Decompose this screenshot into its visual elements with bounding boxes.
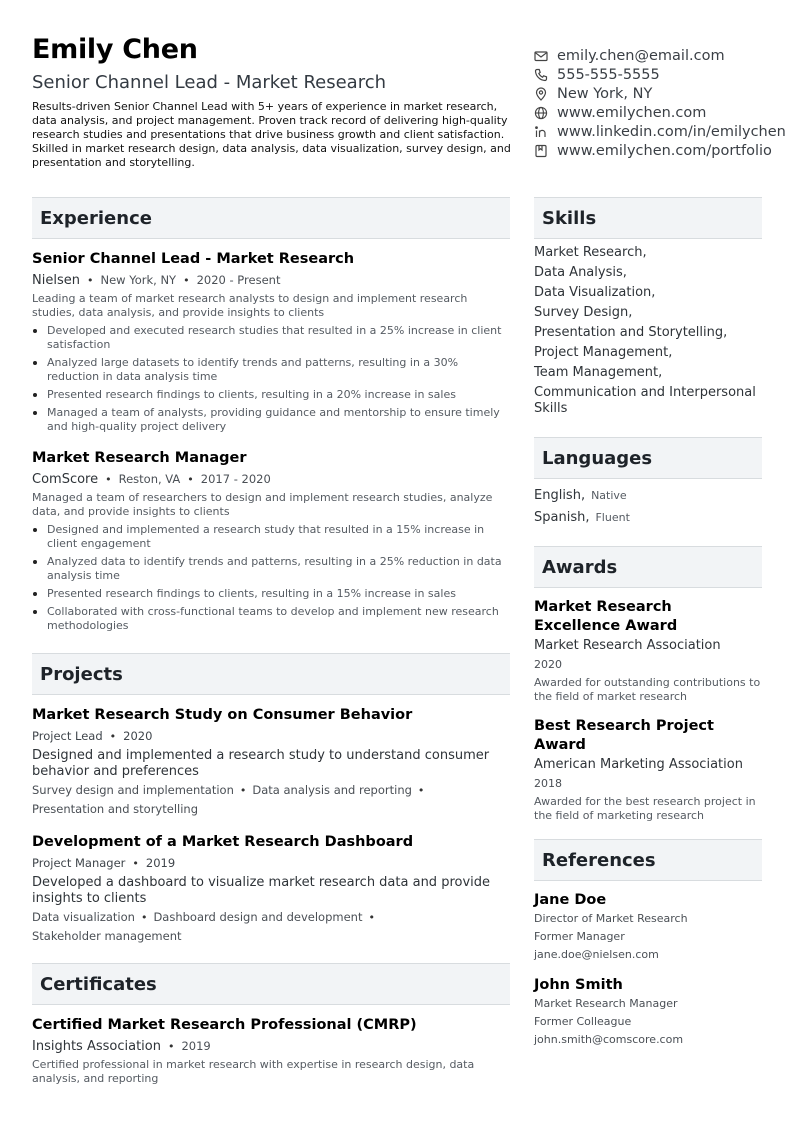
contact-value: New York, NY: [557, 85, 653, 102]
skill-item: Data Visualization,: [534, 285, 656, 300]
reference-entry: [534, 976, 762, 1049]
reference-relation: Former Colleague: [534, 1015, 632, 1028]
award-year: 2020: [534, 658, 562, 671]
contact-value: www.emilychen.com: [557, 104, 707, 121]
project-year: 2020: [123, 729, 153, 743]
project-year: 2019: [145, 856, 176, 870]
certificate-entry: [32, 1015, 510, 1086]
contact-value: www.emilychen.com/portfolio: [557, 142, 772, 159]
award-description: Awarded for the best research project in the field of marketing research: [534, 795, 756, 822]
project-skills: [32, 908, 510, 945]
achievement-item: Analyzed large datasets to identify trends and patterns, resulting in a 30% reduction in data analysis time: [32, 356, 510, 384]
separator-dot: •: [105, 473, 112, 486]
reference-name: Jane Doe: [534, 892, 607, 908]
certificate-title: Certified Market Research Professional (CMRP): [32, 1017, 417, 1033]
language-level: Native: [591, 489, 627, 502]
language-name: Spanish,: [534, 510, 590, 525]
skill-item: Survey Design,: [534, 305, 633, 320]
contact-phone[interactable]: [534, 65, 794, 84]
separator-dot: •: [86, 274, 94, 287]
resume-header: [32, 34, 512, 170]
contact-portfolio[interactable]: [534, 141, 794, 160]
email-icon: [534, 49, 548, 63]
contact-location: [534, 84, 794, 103]
candidate-name: Emily Chen: [32, 34, 198, 65]
separator-dot: •: [140, 911, 148, 924]
skills-list: [534, 239, 762, 417]
job-location: Reston, VA: [118, 472, 181, 486]
main-column: [32, 197, 510, 1086]
separator-dot: •: [368, 911, 375, 924]
contact-linkedin[interactable]: [534, 122, 794, 141]
project-entry: [32, 832, 510, 945]
reference-entry: [534, 891, 762, 964]
project-entry: [32, 705, 510, 818]
contact-email[interactable]: [534, 46, 794, 65]
job-title: Market Research Manager: [32, 450, 247, 466]
achievement-list: [32, 523, 510, 633]
separator-dot: •: [417, 784, 425, 797]
contact-value: www.linkedin.com/in/emilychen: [557, 123, 786, 140]
project-role: Project Manager: [32, 856, 126, 870]
skill-item: Data Analysis,: [534, 265, 627, 280]
achievement-item: Designed and implemented a research study that resulted in a 15% increase in client engagement: [32, 523, 510, 551]
certificate-description: Certified professional in market research with expertise in research design, data analysis, and reporting: [32, 1058, 475, 1085]
reference-name: John Smith: [534, 977, 623, 993]
globe-icon: [534, 106, 548, 120]
candidate-title: Senior Channel Lead - Market Research: [32, 72, 387, 93]
experience-entry: [32, 448, 510, 633]
phone-icon: [534, 68, 548, 82]
project-role: Project Lead: [32, 729, 103, 743]
separator-dot: •: [183, 274, 190, 287]
job-description: Leading a team of market research analysts to design and implement research studies, data analysis, and provide insights to clients: [32, 292, 468, 319]
reference-email[interactable]: jane.doe@nielsen.com: [534, 948, 659, 961]
award-description: Awarded for outstanding contributions to the field of market research: [534, 676, 761, 703]
certificate-issuer: Insights Association: [32, 1039, 161, 1054]
section-heading-experience: Experience: [32, 197, 510, 239]
job-description: Managed a team of researchers to design and implement research studies, analyze data, and provide insights to clients: [32, 491, 493, 518]
achievement-item: Developed and executed research studies that resulted in a 25% increase in client satisfaction: [32, 324, 510, 352]
skill-item: Team Management,: [534, 365, 663, 380]
achievement-list: [32, 324, 510, 434]
language-name: English,: [534, 488, 586, 503]
portfolio-icon: [534, 144, 548, 158]
contact-value: 555-555-5555: [557, 66, 660, 83]
skill-item: Project Management,: [534, 345, 673, 360]
reference-relation: Former Manager: [534, 930, 625, 943]
skill-item: Communication and Interpersonal Skills: [534, 385, 756, 416]
project-skill: Stakeholder management: [32, 929, 182, 943]
linkedin-icon: [534, 125, 548, 139]
languages-list: [534, 479, 762, 526]
separator-dot: •: [167, 1040, 175, 1053]
sidebar-column: [534, 197, 762, 1049]
job-location: New York, NY: [100, 273, 177, 287]
language-item: [534, 508, 762, 526]
section-heading-references: References: [534, 839, 762, 881]
job-dates: 2020 - Present: [196, 273, 281, 287]
project-description: Developed a dashboard to visualize market research data and provide insights to clients: [32, 875, 491, 906]
job-meta: [32, 271, 510, 290]
profile-summary: Results-driven Senior Channel Lead with 5+ years of experience in market research, data analysis, and project management. Proven track record of delivering high-quality research studies and presentations that drive business growth and client satisfaction. Skilled in market research design, data analysis, data visualization, survey design, and presentation and storytelling.: [32, 100, 511, 169]
award-organization: Market Research Association: [534, 638, 721, 653]
project-title: Market Research Study on Consumer Behavior: [32, 707, 413, 723]
award-organization: American Marketing Association: [534, 757, 743, 772]
certificate-year: 2019: [181, 1039, 211, 1053]
skill-item: Presentation and Storytelling,: [534, 325, 728, 340]
project-skill: Dashboard design and development: [153, 910, 363, 924]
separator-dot: •: [109, 730, 117, 743]
project-skill: Presentation and storytelling: [32, 802, 198, 816]
award-title: Market Research Excellence Award: [534, 599, 678, 634]
achievement-item: Managed a team of analysts, providing guidance and mentorship to ensure timely and high-quality project delivery: [32, 406, 510, 434]
project-skills: [32, 781, 510, 818]
project-role-line: [32, 854, 510, 873]
project-title: Development of a Market Research Dashboard: [32, 834, 414, 850]
company-name: Nielsen: [32, 273, 80, 288]
skill-item: Market Research,: [534, 245, 647, 260]
achievement-item: Presented research findings to clients, resulting in a 20% increase in sales: [32, 388, 510, 402]
job-meta: [32, 470, 510, 489]
reference-position: Market Research Manager: [534, 997, 678, 1010]
achievement-item: Presented research findings to clients, resulting in a 15% increase in sales: [32, 587, 510, 601]
award-entry: [534, 717, 762, 823]
location-icon: [534, 87, 548, 101]
job-dates: 2017 - 2020: [200, 472, 271, 486]
certificate-meta: [32, 1037, 510, 1056]
achievement-item: Analyzed data to identify trends and patterns, resulting in a 25% reduction in data analysis time: [32, 555, 510, 583]
award-entry: [534, 598, 762, 704]
job-title: Senior Channel Lead - Market Research: [32, 251, 355, 267]
section-heading-projects: Projects: [32, 653, 510, 695]
contact-info: [534, 46, 794, 160]
language-item: [534, 486, 762, 504]
section-heading-awards: Awards: [534, 546, 762, 588]
separator-dot: •: [187, 473, 194, 486]
award-year: 2018: [534, 777, 562, 790]
project-skill: Data visualization: [32, 910, 135, 924]
company-name: ComScore: [32, 472, 99, 487]
project-skill: Survey design and implementation: [32, 783, 234, 797]
language-level: Fluent: [595, 511, 630, 524]
section-heading-languages: Languages: [534, 437, 762, 479]
project-role-line: [32, 727, 510, 746]
award-title: Best Research Project Award: [534, 718, 714, 753]
reference-position: Director of Market Research: [534, 912, 688, 925]
contact-website[interactable]: [534, 103, 794, 122]
section-heading-certificates: Certificates: [32, 963, 510, 1005]
experience-entry: [32, 249, 510, 434]
reference-email[interactable]: john.smith@comscore.com: [534, 1033, 684, 1046]
separator-dot: •: [132, 857, 139, 870]
project-skill: Data analysis and reporting: [252, 783, 412, 797]
contact-value: emily.chen@email.com: [557, 47, 725, 64]
separator-dot: •: [239, 784, 247, 797]
achievement-item: Collaborated with cross-functional teams to develop and implement new research methodologies: [32, 605, 510, 633]
project-description: Designed and implemented a research study to understand consumer behavior and preferences: [32, 748, 490, 779]
section-heading-skills: Skills: [534, 197, 762, 239]
